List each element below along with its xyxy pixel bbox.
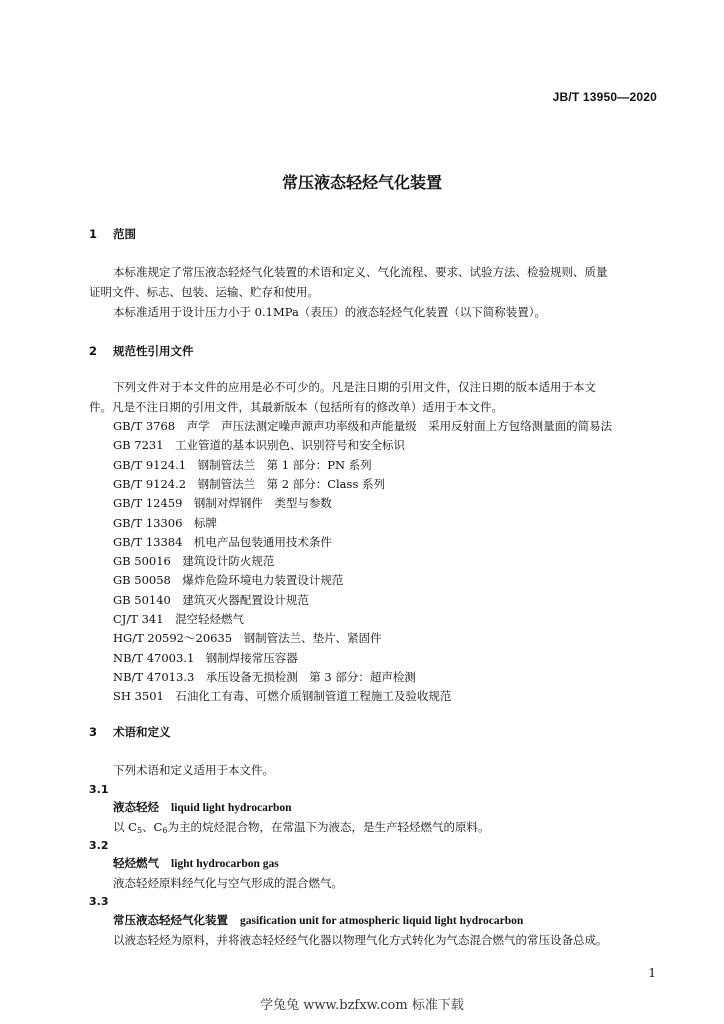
section-1-heading: [89, 227, 136, 241]
reference-item: [113, 573, 343, 587]
reference-title: 工业管道的基本识别色、识别符号和安全标识: [175, 438, 406, 453]
reference-code: SH 3501: [113, 689, 164, 704]
reference-item: [113, 670, 416, 684]
reference-code: GB/T 9124.1: [113, 457, 187, 472]
term-chinese: 液态轻烃: [113, 800, 159, 814]
paragraph-line: 本标准规定了常压液态轻烃气化装置的术语和定义、气化流程、要求、试验方法、检验规则、质量: [113, 265, 608, 279]
reference-item: [113, 477, 385, 491]
reference-code: CJ/T 341: [113, 612, 164, 626]
document-title: 常压液态轻烃气化装置: [281, 173, 442, 192]
term-entry: [113, 800, 292, 815]
reference-code: GB 50016: [113, 554, 171, 569]
term-english: liquid light hydrocarbon: [171, 802, 292, 814]
term-english: gasification unit for atmospheric liquid light hydrocarbon: [240, 915, 524, 927]
reference-item: [113, 612, 244, 626]
reference-code: GB/T 13384: [113, 534, 183, 549]
reference-code: NB/T 47013.3: [113, 669, 195, 684]
paragraph-line: 证明文件、标志、包装、运输、贮存和使用。: [89, 285, 319, 299]
term-entry: [113, 913, 523, 928]
subscript: 5: [136, 826, 143, 835]
reference-item: [113, 419, 612, 433]
section-number: 3: [89, 725, 98, 739]
reference-item: [113, 554, 274, 568]
paragraph-line: 下列文件对于本文件的应用是必不可少的。凡是注日期的引用文件，仅注日期的版本适用于本文: [113, 380, 596, 394]
reference-code: NB/T 47003.1: [113, 650, 195, 665]
reference-code: GB 7231: [113, 438, 164, 453]
reference-code: GB/T 9124.2: [113, 476, 187, 491]
term-definition: [113, 820, 489, 838]
reference-code: GB 50058: [113, 573, 171, 588]
reference-code: GB 50140: [113, 592, 171, 607]
reference-code: GB/T 13306: [113, 515, 183, 530]
section-title: 规范性引用文件: [113, 344, 194, 358]
reference-item: [113, 458, 372, 472]
section-3-heading: [89, 725, 171, 739]
paragraph-line: 件。凡是不注日期的引用文件，其最新版本（包括所有的修改单）适用于本文件。: [89, 400, 503, 414]
reference-code: HG/T 20592～20635: [113, 631, 233, 646]
reference-title: 钢制对焊钢件 类型与参数: [193, 496, 332, 511]
clause-number: 3.3: [89, 895, 109, 908]
reference-title: 承压设备无损检测 第 3 部分：超声检测: [205, 669, 416, 684]
paragraph-line: 下列术语和定义适用于本文件。: [113, 763, 274, 777]
paragraph-line: 本标准适用于设计压力小于 0.1MPa（表压）的液态轻烃气化装置（以下简称装置）。: [113, 305, 547, 319]
reference-title: 建筑灭火器配置设计规范: [182, 592, 309, 607]
term-chinese: 常压液态轻烃气化装置: [113, 913, 228, 927]
page-number: 1: [648, 966, 656, 980]
reference-item: [113, 438, 405, 452]
section-title: 术语和定义: [113, 725, 171, 739]
term-chinese: 轻烃燃气: [113, 856, 159, 870]
reference-title: 爆炸危险环境电力装置设计规范: [182, 573, 344, 588]
clause-number: 3.2: [89, 839, 109, 852]
definition-text: 、C: [142, 820, 163, 834]
footer-watermark: 学兔兔 www.bzfxw.com 标准下载: [260, 998, 464, 1013]
reference-item: [113, 516, 217, 530]
reference-title: 钢制管法兰、垫片、紧固件: [243, 631, 382, 646]
term-definition: 以液态轻烃为原料，并将液态轻烃经气化器以物理气化方式转化为气态混合燃气的常压设备总成。: [113, 933, 608, 947]
reference-title: 钢制焊接常压容器: [205, 650, 298, 665]
reference-title: 机电产品包装通用技术条件: [193, 534, 332, 549]
section-number: 2: [89, 344, 98, 358]
reference-title: 石油化工有毒、可燃介质钢制管道工程施工及验收规范: [175, 689, 452, 704]
reference-item: [113, 689, 451, 703]
reference-title: 标牌: [193, 515, 217, 530]
section-2-heading: [89, 344, 194, 358]
definition-text: 为主的烷烃混合物，在常温下为液态，是生产轻烃燃气的原料。: [167, 820, 490, 834]
reference-title: 混空轻烃燃气: [175, 612, 245, 626]
standard-code: JB/T 13950—2020: [552, 90, 657, 104]
reference-item: [113, 535, 332, 549]
section-title: 范围: [113, 227, 136, 241]
section-number: 1: [89, 227, 98, 241]
reference-title: 钢制管法兰 第 1 部分：PN 系列: [197, 457, 372, 472]
reference-item: [113, 651, 298, 665]
reference-code: GB/T 3768: [113, 419, 176, 433]
reference-code: GB/T 12459: [113, 496, 183, 511]
reference-item: [113, 631, 382, 645]
term-entry: [113, 856, 279, 871]
reference-title: 建筑设计防火规范: [182, 554, 275, 569]
reference-title: 声学 声压法测定噪声源声功率级和声能量级 采用反射面上方包络测量面的简易法: [186, 419, 613, 433]
reference-item: [113, 496, 332, 510]
clause-number: 3.1: [89, 783, 109, 796]
term-definition: 液态轻烃原料经气化与空气形成的混合燃气。: [113, 876, 343, 890]
definition-text: 以 C: [113, 820, 137, 834]
term-english: light hydrocarbon gas: [171, 858, 279, 870]
reference-title: 钢制管法兰 第 2 部分：Class 系列: [197, 476, 385, 491]
subscript: 6: [162, 826, 168, 835]
reference-item: [113, 593, 309, 607]
